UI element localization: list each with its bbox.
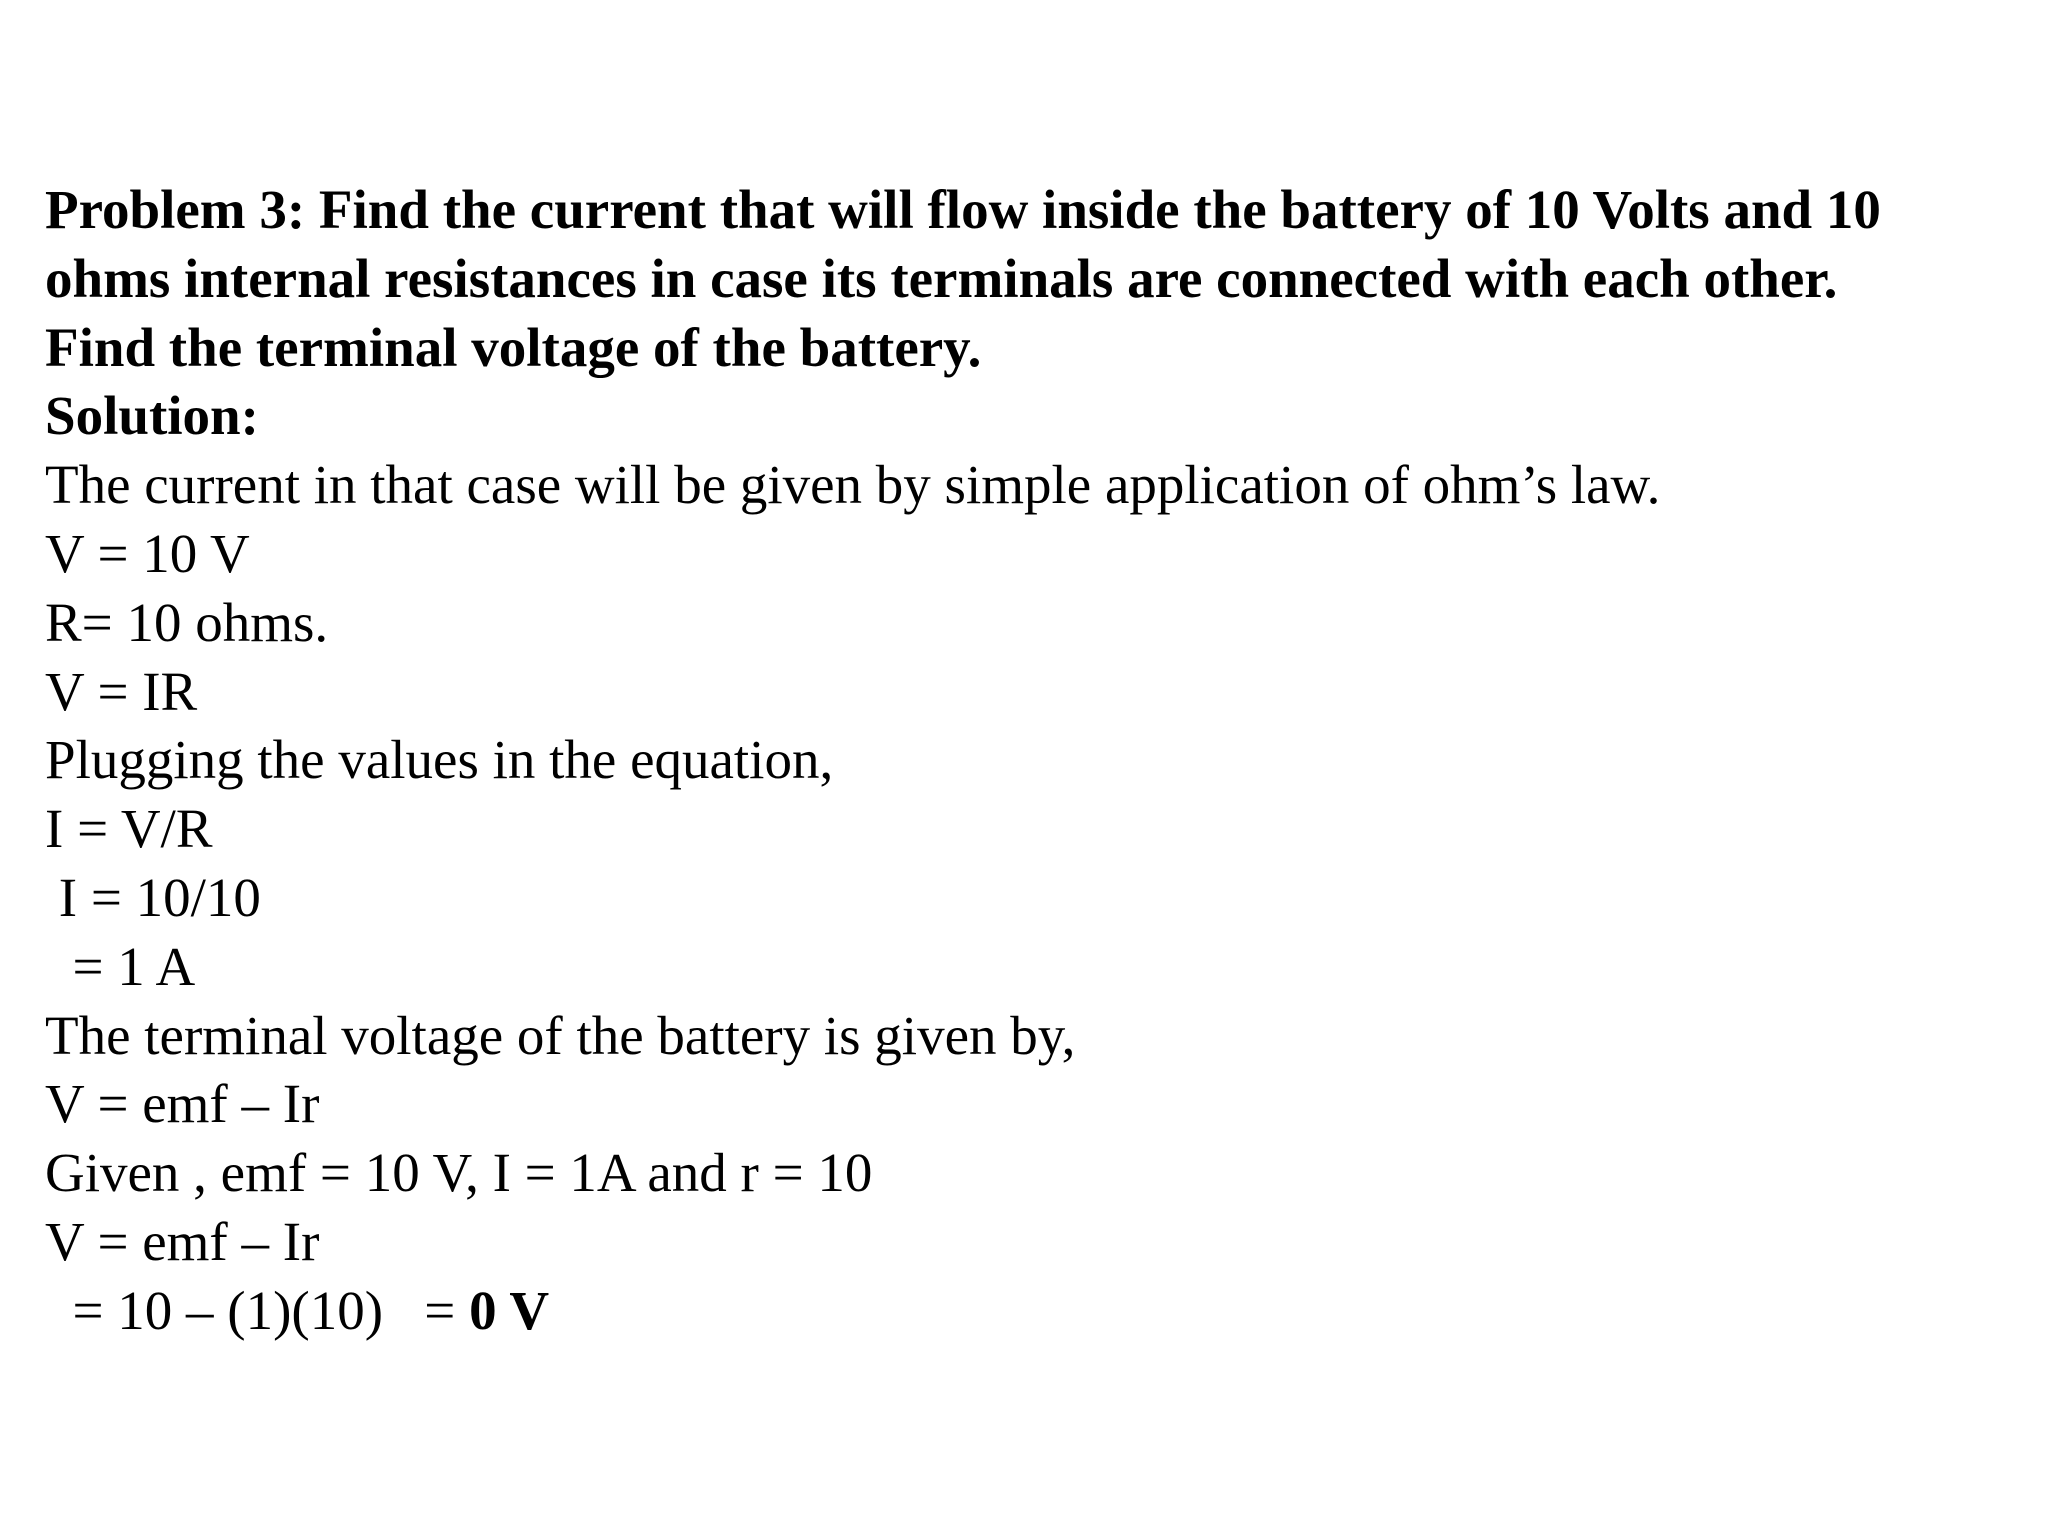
final-answer: 0 V (469, 1279, 550, 1341)
terminal-voltage-formula-repeat: V = emf – Ir (45, 1210, 320, 1272)
ohms-law-equation: V = IR (45, 660, 198, 722)
problem-line-1: Problem 3: Find the current that will flow inside the battery of 10 Volts and 10 (45, 179, 1881, 240)
current-formula: I = V/R (45, 798, 213, 860)
final-calculation (45, 1277, 2015, 1346)
plugging-text: Plugging the values in the equation, (45, 729, 834, 791)
terminal-voltage-intro: The terminal voltage of the battery is given by, (45, 1004, 1076, 1066)
problem-line-3: Find the terminal voltage of the battery. (45, 316, 982, 378)
problem-line-2: ohms internal resistances in case its terminals are connected with each other. (45, 247, 1838, 309)
given-voltage: V = 10 V (45, 522, 250, 584)
current-result: = 1 A (45, 935, 196, 997)
final-calculation-text: = 10 – (1)(10) = (45, 1279, 470, 1341)
solution-heading: Solution: (45, 385, 259, 447)
document-body (45, 176, 2015, 1346)
terminal-voltage-formula: V = emf – Ir (45, 1073, 320, 1135)
solution-intro: The current in that case will be given by simple application of ohm’s law. (45, 454, 1661, 516)
problem-statement (45, 176, 2015, 382)
current-substitution: I = 10/10 (45, 866, 261, 928)
given-values: Given , emf = 10 V, I = 1A and r = 10 (45, 1142, 873, 1204)
given-resistance: R= 10 ohms. (45, 591, 329, 653)
